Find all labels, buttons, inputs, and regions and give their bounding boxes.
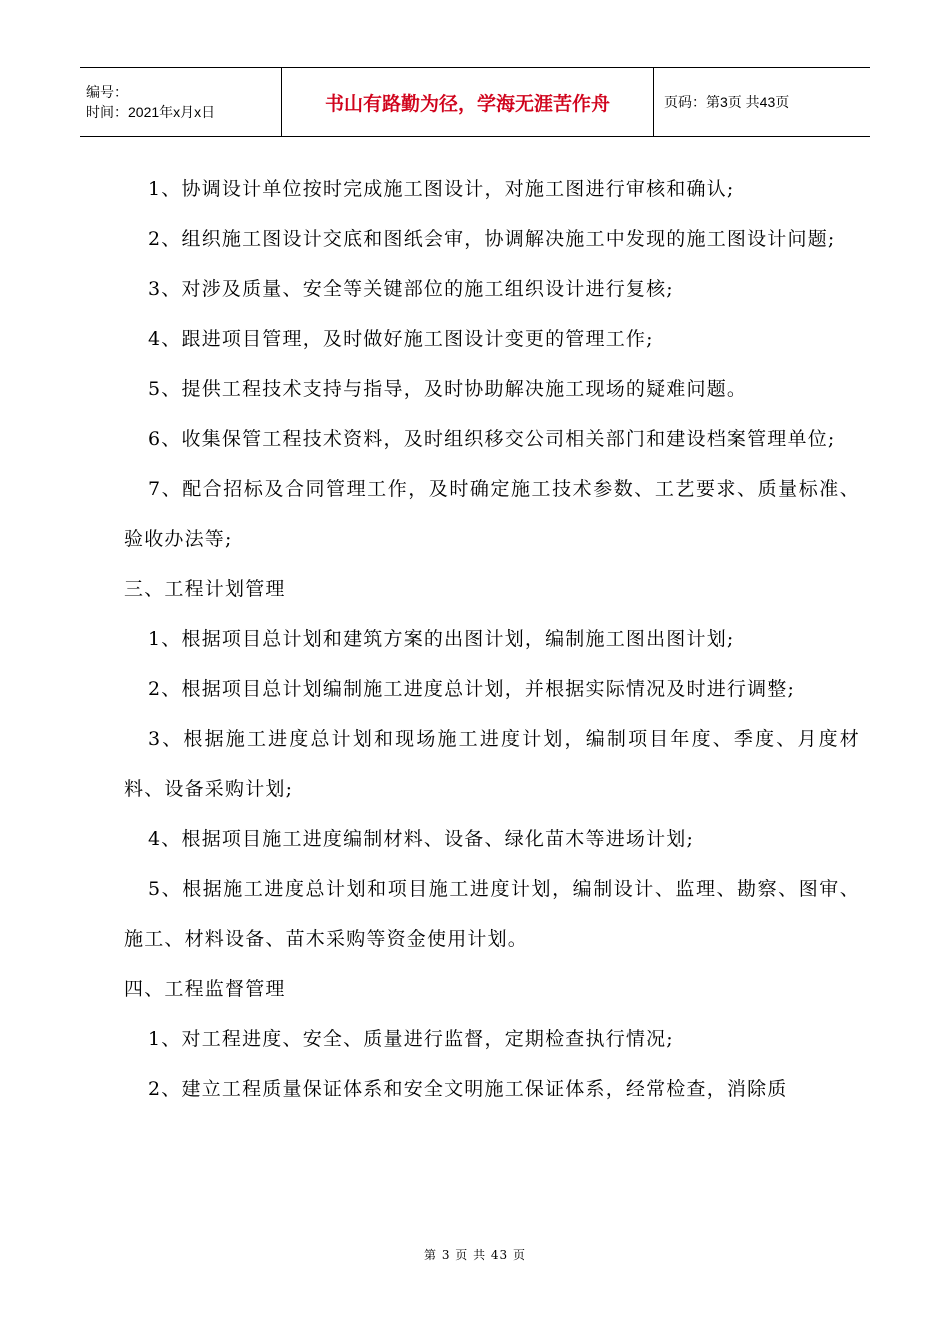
paragraph: 2、根据项目总计划编制施工进度总计划，并根据实际情况及时进行调整; xyxy=(148,678,796,700)
document-date: 时间：2021年x月x日 xyxy=(86,104,216,120)
document-header xyxy=(80,67,870,137)
header-page-info xyxy=(654,68,870,136)
paragraph: 2、建立工程质量保证体系和安全文明施工保证体系，经常检查，消除质 xyxy=(148,1078,788,1100)
paragraph: 1、对工程进度、安全、质量进行监督，定期检查执行情况; xyxy=(148,1028,674,1050)
paragraph: 2、组织施工图设计交底和图纸会审，协调解决施工中发现的施工图设计问题; xyxy=(148,228,836,250)
paragraph: 3、根据施工进度总计划和现场施工进度计划，编制项目年度、季度、月度材料、设备采购计划; xyxy=(124,728,860,800)
paragraph: 1、协调设计单位按时完成施工图设计，对施工图进行审核和确认; xyxy=(148,178,735,200)
page-footer: 第 3 页 共 43 页 xyxy=(424,1248,526,1262)
document-number-label: 编号： xyxy=(86,84,128,100)
paragraph: 5、提供工程技术支持与指导，及时协助解决施工现场的疑难问题。 xyxy=(148,378,748,400)
paragraph: 3、对涉及质量、安全等关键部位的施工组织设计进行复核; xyxy=(148,278,674,300)
header-meta xyxy=(80,68,282,136)
section-heading: 四、工程监督管理 xyxy=(124,978,286,1000)
paragraph: 1、根据项目总计划和建筑方案的出图计划，编制施工图出图计划; xyxy=(148,628,735,650)
document-body xyxy=(124,164,860,1114)
paragraph: 5、根据施工进度总计划和项目施工进度计划，编制设计、监理、勘察、图审、施工、材料设备、苗木采购等资金使用计划。 xyxy=(124,878,860,950)
paragraph: 4、根据项目施工进度编制材料、设备、绿化苗木等进场计划; xyxy=(148,828,695,850)
paragraph: 7、配合招标及合同管理工作，及时确定施工技术参数、工艺要求、质量标准、验收办法等; xyxy=(124,478,860,550)
paragraph: 4、跟进项目管理，及时做好施工图设计变更的管理工作; xyxy=(148,328,654,350)
page-number-info: 页码：第3页 共43页 xyxy=(664,94,790,110)
header-motto xyxy=(282,68,654,136)
paragraph: 6、收集保管工程技术资料，及时组织移交公司相关部门和建设档案管理单位; xyxy=(148,428,836,450)
section-heading: 三、工程计划管理 xyxy=(124,578,286,600)
motto-text: 书山有路勤为径，学海无涯苦作舟 xyxy=(324,92,610,115)
